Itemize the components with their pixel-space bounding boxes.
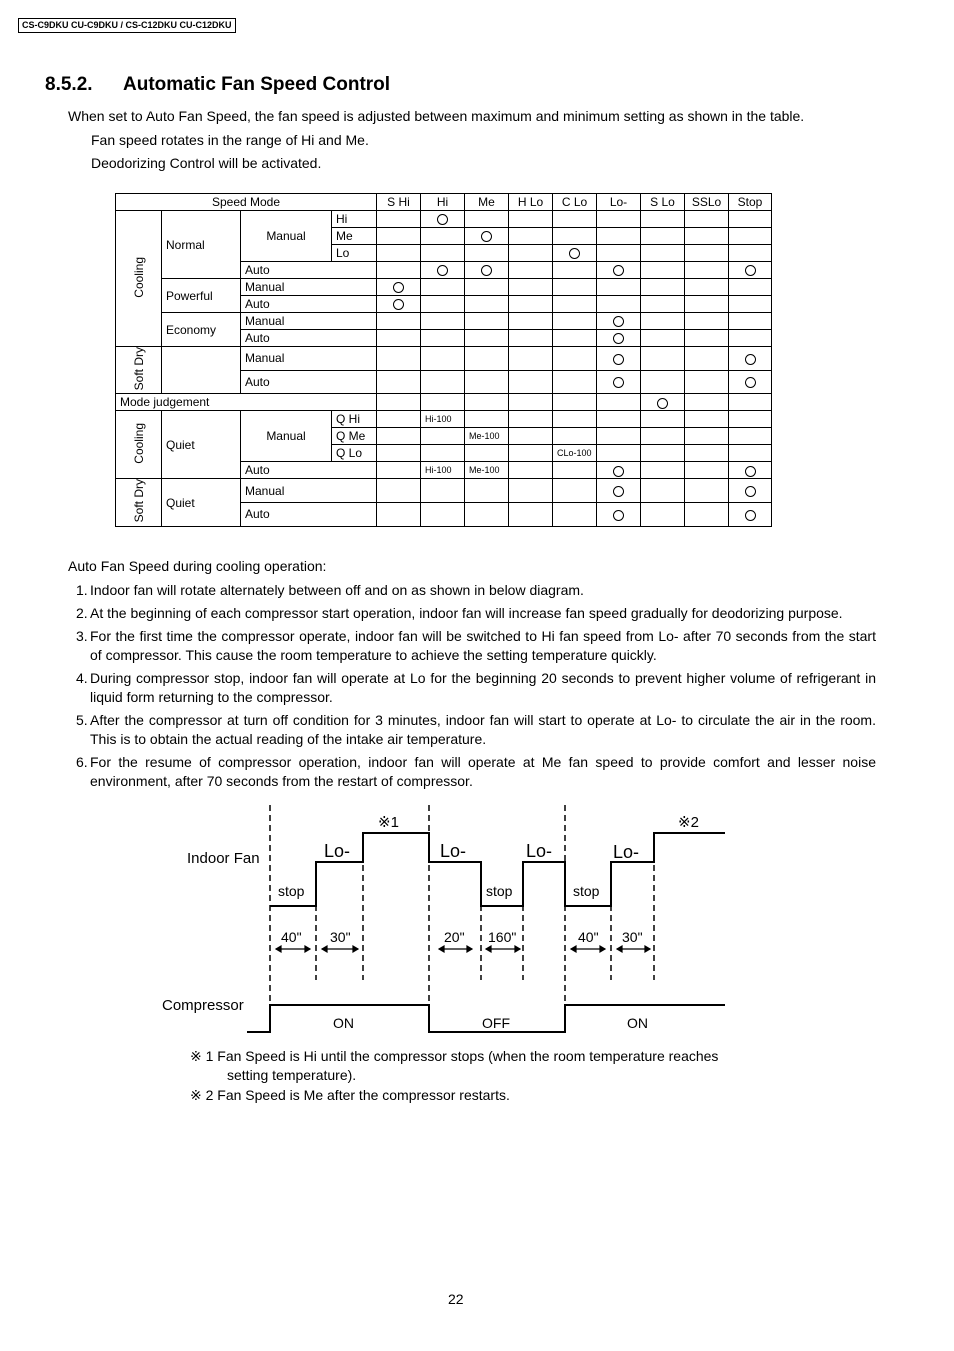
col-header: H Lo <box>509 194 553 211</box>
circle-mark <box>657 398 668 409</box>
circle-mark <box>613 486 624 497</box>
manual-label: Manual <box>241 479 377 503</box>
intro-line-3: Deodorizing Control will be activated. <box>91 155 322 171</box>
col-header: C Lo <box>553 194 597 211</box>
footnote-2: ※ 2 Fan Speed is Me after the compressor restarts. <box>190 1087 510 1103</box>
auto-label: Auto <box>241 296 377 313</box>
cooling-label: Cooling <box>131 422 146 464</box>
circle-mark <box>481 231 492 242</box>
me-100-value: Me-100 <box>465 428 509 445</box>
col-header: Lo- <box>597 194 641 211</box>
section-heading <box>45 74 390 96</box>
mode-judgement-label: Mode judgement <box>116 394 377 411</box>
auto-label: Auto <box>241 370 377 394</box>
manual-label: Manual <box>241 279 377 296</box>
col-header: S Lo <box>641 194 685 211</box>
footnote-1-cont: setting temperature). <box>227 1067 357 1083</box>
me-100-value: Me-100 <box>465 462 509 479</box>
circle-mark <box>613 316 624 327</box>
auto-label: Auto <box>241 330 377 347</box>
circle-mark <box>745 377 756 388</box>
circle-mark <box>613 377 624 388</box>
note-mark-2: ※2 <box>678 814 699 831</box>
note-mark-1: ※1 <box>378 814 399 831</box>
circle-mark <box>613 333 624 344</box>
manual-label: Manual <box>241 211 332 262</box>
hi-100-value: Hi-100 <box>421 462 465 479</box>
model-header: CS-C9DKU CU-C9DKU / CS-C12DKU CU-C12DKU <box>18 18 236 33</box>
normal-label: Normal <box>162 211 241 279</box>
powerful-label: Powerful <box>162 279 241 313</box>
indoor-fan-label: Indoor Fan <box>187 850 260 867</box>
lo-label: Lo <box>332 245 377 262</box>
fan-timing-diagram <box>150 800 770 1045</box>
cooling-label: Cooling <box>131 256 146 298</box>
circle-mark <box>745 354 756 365</box>
economy-label: Economy <box>162 313 241 347</box>
q-me-label: Q Me <box>332 428 377 445</box>
circle-mark <box>745 265 756 276</box>
duration-label: 160" <box>488 929 517 945</box>
col-header: Hi <box>421 194 465 211</box>
auto-label: Auto <box>241 503 377 527</box>
circle-mark <box>613 466 624 477</box>
operation-list <box>70 581 876 795</box>
soft-dry-label: Soft Dry <box>131 347 146 391</box>
manual-label: Manual <box>241 411 332 462</box>
q-lo-label: Q Lo <box>332 445 377 462</box>
circle-mark <box>393 282 404 293</box>
list-item: 1. Indoor fan will rotate alternately between off and on as shown in below diagram. <box>76 582 584 598</box>
circle-mark <box>613 354 624 365</box>
me-label: Me <box>332 228 377 245</box>
quiet-label: Quiet <box>162 479 241 526</box>
footnote-1: ※ 1 Fan Speed is Hi until the compressor stops (when the room temperature reaches <box>190 1048 719 1064</box>
lo-minus-label: Lo- <box>526 841 553 861</box>
circle-mark <box>613 510 624 521</box>
auto-label: Auto <box>241 262 377 279</box>
circle-mark <box>745 466 756 477</box>
duration-label: 40" <box>281 929 302 945</box>
circle-mark <box>745 510 756 521</box>
lo-minus-label: Lo- <box>324 841 351 861</box>
circle-mark <box>393 299 404 310</box>
circle-mark <box>437 214 448 225</box>
circle-mark <box>745 486 756 497</box>
auto-label: Auto <box>241 462 377 479</box>
stop-label: stop <box>278 883 305 899</box>
list-item: 5. After the compressor at turn off condition for 3 minutes, indoor fan will start to operate at Lo- to circulate the air in the room. This is to obtain the actual reading of the intake air temperature. <box>76 712 876 747</box>
manual-label: Manual <box>241 313 377 330</box>
list-item: 3. For the first time the compressor operate, indoor fan will be switched to Hi fan speed from Lo- after 70 seconds from the start of compressor. This cause the room temperature to achieve the setting temperature quickly. <box>76 628 876 663</box>
col-header: SSLo <box>685 194 729 211</box>
manual-label: Manual <box>241 347 377 371</box>
auto-cooling-title: Auto Fan Speed during cooling operation: <box>68 558 327 574</box>
page-number: 22 <box>448 1291 464 1307</box>
section-number: 8.5.2. <box>45 74 93 95</box>
q-hi-label: Q Hi <box>332 411 377 428</box>
compressor-on-label: ON <box>333 1015 354 1031</box>
circle-mark <box>481 265 492 276</box>
section-title: Automatic Fan Speed Control <box>123 74 391 95</box>
col-header: Me <box>465 194 509 211</box>
speed-mode-header: Speed Mode <box>116 194 377 211</box>
compressor-off-label: OFF <box>482 1015 510 1031</box>
lo-minus-label: Lo- <box>613 842 640 862</box>
list-item: 6. For the resume of compressor operation, indoor fan will operate at Me fan speed to provide comfort and lesser noise environment, after 70 seconds from the restart of compressor. <box>76 754 876 789</box>
stop-label: stop <box>486 883 513 899</box>
list-item: 4. During compressor stop, indoor fan will operate at Lo for the beginning 20 seconds to prevent higher volume of refrigerant in liquid form returning to the compressor. <box>76 670 876 705</box>
compressor-on-label: ON <box>627 1015 648 1031</box>
col-header: S Hi <box>377 194 421 211</box>
list-item: 2. At the beginning of each compressor start operation, indoor fan will increase fan speed gradually for deodorizing purpose. <box>76 605 843 621</box>
col-header: Stop <box>729 194 772 211</box>
soft-dry-label: Soft Dry <box>131 479 146 523</box>
duration-label: 20" <box>444 929 465 945</box>
duration-label: 30" <box>330 929 351 945</box>
stop-label: stop <box>573 883 600 899</box>
speed-mode-table <box>115 193 772 527</box>
intro-line-2: Fan speed rotates in the range of Hi and Me. <box>91 132 369 148</box>
circle-mark <box>569 248 580 259</box>
clo-100-value: CLo-100 <box>553 445 597 462</box>
hi-100-value: Hi-100 <box>421 411 465 428</box>
duration-label: 30" <box>622 929 643 945</box>
circle-mark <box>437 265 448 276</box>
table-header-row <box>116 194 772 211</box>
circle-mark <box>613 265 624 276</box>
lo-minus-label: Lo- <box>440 841 467 861</box>
duration-label: 40" <box>578 929 599 945</box>
compressor-label: Compressor <box>162 997 244 1014</box>
hi-label: Hi <box>332 211 377 228</box>
intro-line-1: When set to Auto Fan Speed, the fan speed is adjusted between maximum and minimum setting as shown in the table. <box>68 108 805 124</box>
quiet-label: Quiet <box>162 411 241 479</box>
